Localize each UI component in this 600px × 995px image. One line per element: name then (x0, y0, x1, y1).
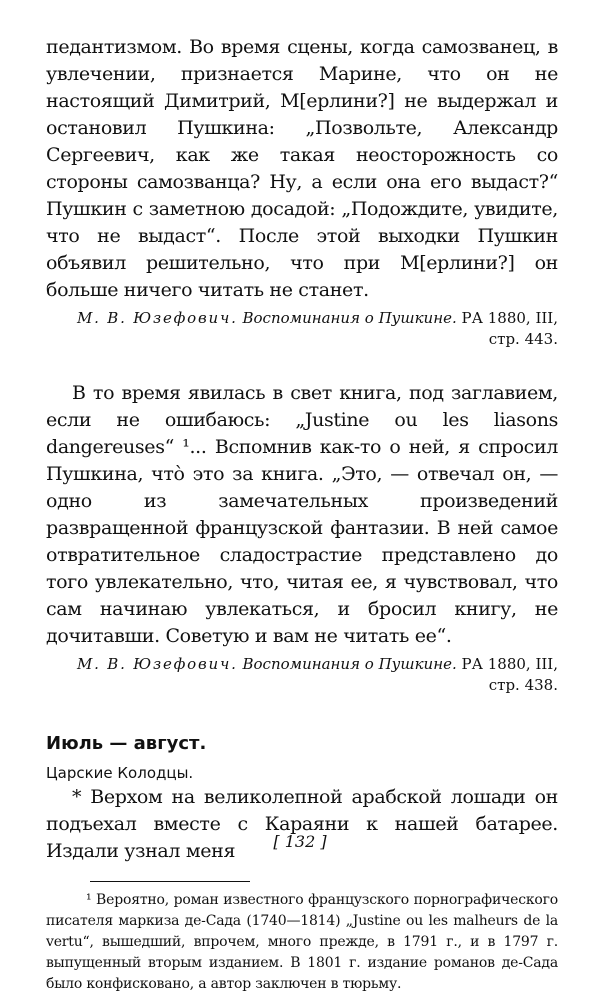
quote2-source-ref: РА 1880, III, стр. 438. (461, 655, 558, 694)
section-heading: Июль — август. (46, 733, 207, 754)
quote1-paragraph: педантизмом. Во время сцены, когда самозванец, в увлечении, признается Марине, что он не настоящий Димитрий, М[ерлини?] не выдержал и остановил Пушкина: „Позвольте, Александр Сергеевич, как же такая неосторожность со стороны самозванца? Ну, а если она его выдаст?“ Пушкин с заметною досадой: „Подождите, увидите, что не выдаст“. После этой выходки Пушкин объявил решительно, что при М[ерлини?] он больше ничего читать не станет. (46, 36, 558, 301)
quote1-source-work: Воспоминания о Пушкине. (242, 309, 457, 327)
section-paragraph: * Верхом на великолепной арабской лошади он подъехал вместе с Караяни к нашей батарее. Издали узнал меня (46, 786, 558, 862)
section-place: Царские Колодцы. (46, 764, 194, 782)
footnote-divider (90, 881, 250, 882)
quote1-source-author: М. В. Юзефович. (77, 309, 238, 327)
quote2-source (46, 654, 558, 696)
quote2-source-work: Воспоминания о Пушкине. (242, 655, 457, 673)
quote1-source-ref: РА 1880, III, стр. 443. (461, 309, 558, 348)
footnote: ¹ Вероятно, роман известного французского порнографического писателя маркиза де-Сада (1740—1814) „Justine ou les malheurs de la vertu“, вышедший, впрочем, много прежде, в 1791 г., и в 1797 г. выпущенный вторым изданием. В 1801 г. издание романов де-Сада было конфисковано, а автор заключен в тюрьму. (46, 892, 558, 992)
quote1-source (46, 308, 558, 350)
page-number: [ 132 ] (273, 832, 327, 851)
quote2-source-author: М. В. Юзефович. (77, 655, 238, 673)
section-gap (46, 350, 558, 380)
quote2-paragraph: В то время явилась в свет книга, под заглавием, если не ошибаюсь: „Justine ou les liasons dangereuses“ ¹... Вспомнив как-то о ней, я спросил Пушкина, что̀ это за книга. „Это, — отвечал он, — одно из замечательных произведений развращенной французской фантазии. В ней самое отвратительное сладострастие представлено до того увлекательно, что, читая ее, я чувствовал, что сам начинаю увлекаться, и бросил книгу, не дочитавши. Советую и вам не читать ее“. (46, 382, 558, 647)
